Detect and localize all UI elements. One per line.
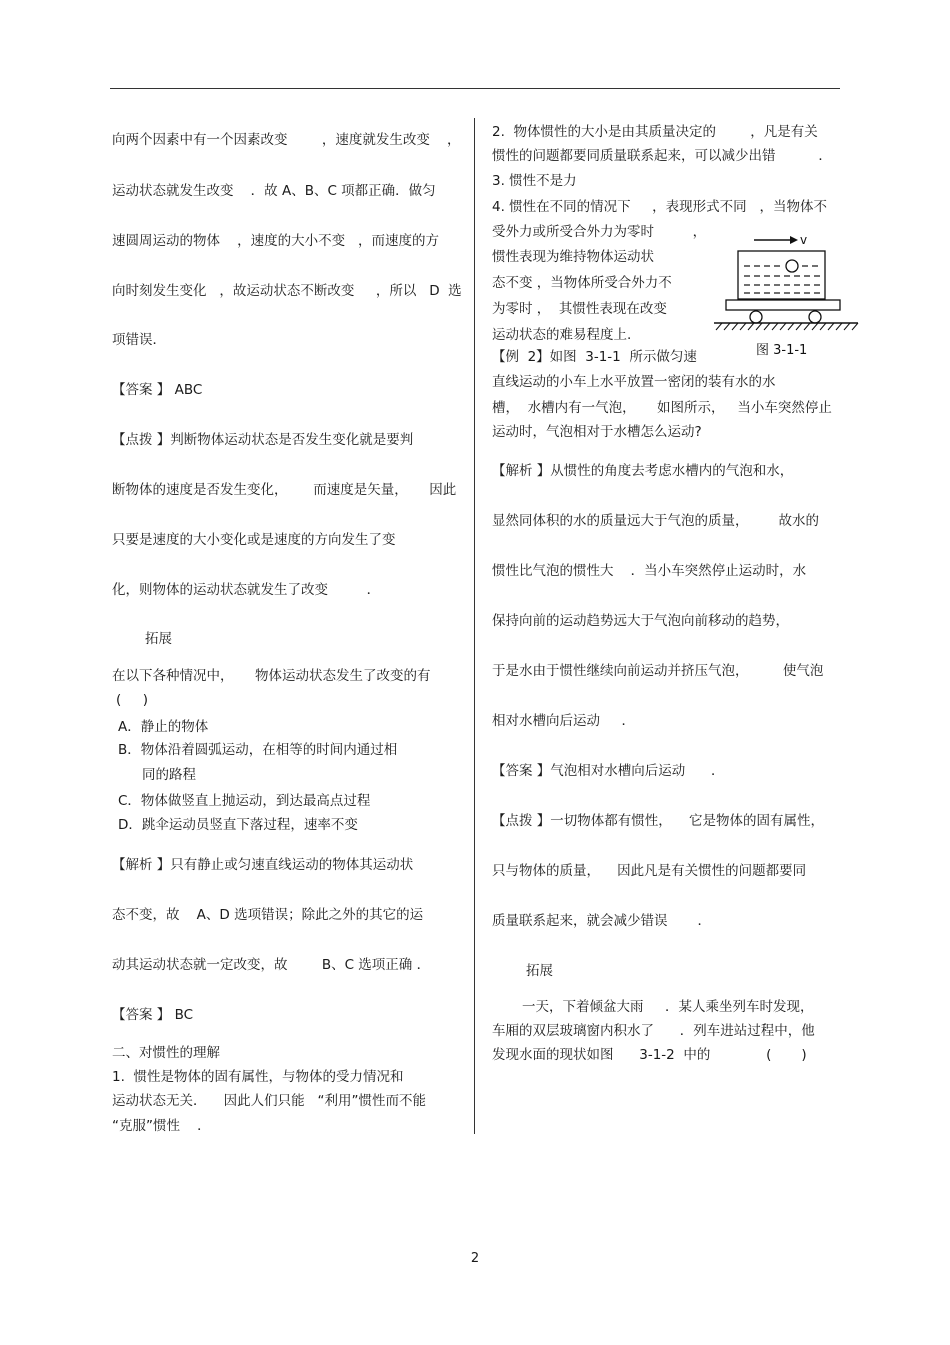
text-line: 相对水槽向后运动 ． xyxy=(492,713,635,729)
text-line: “克服”惯性 ． xyxy=(112,1118,211,1134)
option-c: C．物体做竖直上抛运动，到达最高点过程 xyxy=(118,793,371,809)
section-heading: 二、对惯性的理解 xyxy=(112,1045,220,1061)
text-line: 项错误． xyxy=(112,332,166,348)
analysis-line: 【解析 】从惯性的角度去考虑水槽内的气泡和水， xyxy=(492,463,794,479)
text-line: 向两个因素中有一个因素改变 ，速度就发生改变 ， xyxy=(112,132,461,148)
text-line: 直线运动的小车上水平放置一密闭的装有水的水 xyxy=(492,374,776,390)
text-line: 1. 惯性是物体的固有属性，与物体的受力情况和 xyxy=(112,1069,404,1085)
text-line: 惯性的问题都要同质量联系起来，可以减少出错 ． xyxy=(492,148,832,164)
text-line: 运动状态的难易程度上. xyxy=(492,327,632,343)
text-line: 4. 惯性在不同的情况下 ，表现形式不同 ，当物体不 xyxy=(492,199,828,215)
text-line: 向时刻发生变化 ，故运动状态不断改变 ，所以 D 选 xyxy=(112,283,462,299)
text-line: 只要是速度的大小变化或是速度的方向发生了变 xyxy=(112,532,396,548)
section-heading-extension: 拓展 xyxy=(526,963,553,979)
text-line: 运动状态就发生改变 ．故 A、B、C 项都正确．做匀 xyxy=(112,183,436,199)
text-line: 惯性比气泡的惯性大 ．当小车突然停止运动时，水 xyxy=(492,563,807,579)
hint-line: 【点拨 】判断物体运动状态是否发生变化就是要判 xyxy=(112,432,414,448)
option-b: B．物体沿着圆弧运动，在相等的时间内通过相 xyxy=(118,742,398,758)
figure-caption: 图 3-1-1 xyxy=(756,343,808,358)
text-line: 受外力或所受合外力为零时 ， xyxy=(492,224,707,240)
text-line: 断物体的速度是否发生变化， 而速度是矢量， 因此 xyxy=(112,482,457,498)
example-heading: 【例 2】如图 3-1-1 所示做匀速 xyxy=(492,349,697,365)
section-heading-extension: 拓展 xyxy=(145,631,172,647)
text-line: 2. 物体惯性的大小是由其质量决定的 ，凡是有关 xyxy=(492,124,818,140)
text-line: 发现水面的现状如图 3-1-2 中的 ( ) xyxy=(492,1047,807,1063)
text-line: 质量联系起来，就会减少错误 ． xyxy=(492,913,712,929)
cart-water-tank-diagram xyxy=(712,226,862,361)
option-d: D．跳伞运动员竖直下落过程，速率不变 xyxy=(118,817,358,833)
text-line: 3. 惯性不是力 xyxy=(492,173,577,189)
option-b-continued: 同的路程 xyxy=(142,767,196,783)
answer-blank: ( ) xyxy=(116,692,148,708)
text-line: 于是水由于惯性继续向前运动并挤压气泡， 使气泡 xyxy=(492,663,824,679)
text-line: 槽， 水槽内有一气泡， 如图所示， 当小车突然停止 xyxy=(492,400,832,416)
text-line: 车厢的双层玻璃窗内积水了 ．列车进站过程中，他 xyxy=(492,1023,815,1039)
text-line: 惯性表现为维持物体运动状 xyxy=(492,249,654,265)
text-line: 态不变 ，当物体所受合外力不 xyxy=(492,275,672,291)
text-line: 运动状态无关． 因此人们只能 “利用”惯性而不能 xyxy=(112,1093,427,1109)
text-line: 运动时，气泡相对于水槽怎么运动? xyxy=(492,424,702,440)
text-line: 保持向前的运动趋势远大于气泡向前移动的趋势， xyxy=(492,613,789,629)
text-line: 为零时 ， 其惯性表现在改变 xyxy=(492,301,667,317)
text-line: 一天，下着倾盆大雨 ．某人乘坐列车时发现， xyxy=(522,999,814,1015)
header-rule xyxy=(110,88,840,89)
column-divider xyxy=(474,118,475,1134)
figure-3-1-1 xyxy=(712,226,862,361)
answer-line: 【答案 】 BC xyxy=(112,1007,194,1023)
text-line: 动其运动状态就一定改变，故 B、C 选项正确 ． xyxy=(112,957,431,973)
text-line: 态不变，故 A、D 选项错误；除此之外的其它的运 xyxy=(112,907,424,923)
page-number: 2 xyxy=(470,1251,480,1266)
text-line: 化，则物体的运动状态就发生了改变 ． xyxy=(112,582,381,598)
text-line: 显然同体积的水的质量远大于气泡的质量， 故水的 xyxy=(492,513,820,529)
question-stem: 在以下各种情况中， 物体运动状态发生了改变的有 xyxy=(112,668,431,684)
option-a: A．静止的物体 xyxy=(118,719,209,735)
analysis-line: 【解析 】只有静止或匀速直线运动的物体其运动状 xyxy=(112,857,414,873)
velocity-label: v xyxy=(800,233,808,247)
hint-line: 【点拨 】一切物体都有惯性， 它是物体的固有属性， xyxy=(492,813,824,829)
air-bubble xyxy=(786,260,798,272)
answer-line: 【答案 】 ABC xyxy=(112,382,203,398)
text-line: 只与物体的质量， 因此凡是有关惯性的问题都要同 xyxy=(492,863,807,879)
text-line: 速圆周运动的物体 ，速度的大小不变 ，而速度的方 xyxy=(112,233,440,249)
answer-line: 【答案 】气泡相对水槽向后运动 ． xyxy=(492,763,725,779)
